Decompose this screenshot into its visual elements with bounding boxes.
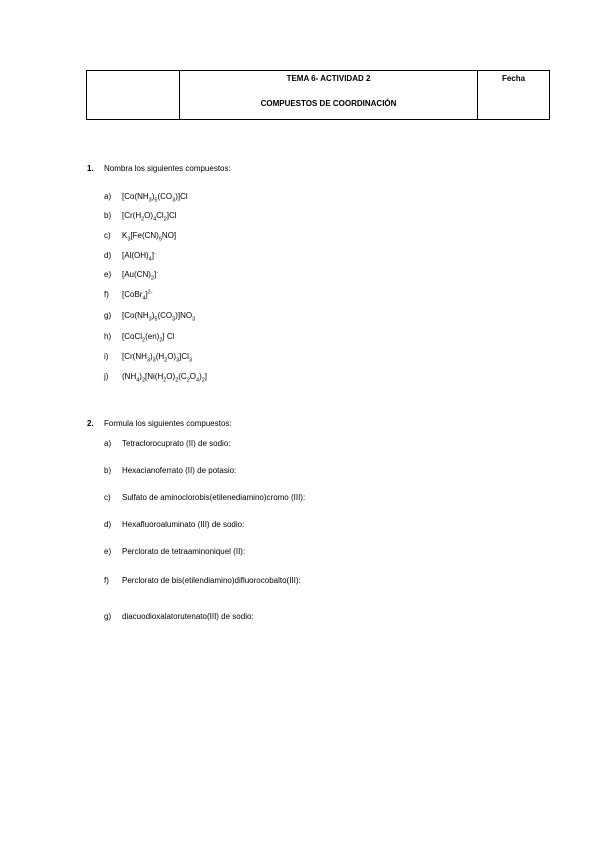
s2-item-g-label: g) bbox=[104, 612, 112, 621]
s1-item-h-formula: $[CoCl_2(en)_2]$ Cl bbox=[122, 332, 175, 344]
s1-item-c-label: c) bbox=[104, 231, 111, 240]
header-title-cell bbox=[180, 71, 478, 120]
s2-item-f-label: f) bbox=[104, 576, 109, 585]
header-date-label: Fecha bbox=[501, 74, 526, 83]
s1-item-b-label: b) bbox=[104, 211, 112, 220]
s2-item-f-text: Perclorato de bis(etilendiamino)difluorocobalto(III): bbox=[122, 576, 301, 585]
s1-item-b-formula: $[Cr(H_2O)_4Cl_2]Cl$ bbox=[122, 211, 177, 223]
s1-item-e-label: e) bbox=[104, 270, 112, 279]
s1-item-f-formula: [CoBr$_4$]$^{2-}$ bbox=[122, 289, 153, 302]
header-table bbox=[86, 70, 550, 120]
s1-item-h-label: h) bbox=[104, 332, 112, 341]
s1-item-c-formula: $K_3[Fe(CN)_5NO]$ bbox=[122, 231, 177, 243]
s1-item-a-formula: $[Co(NH_3)_5(CO_3)]Cl$ bbox=[122, 192, 188, 204]
s2-item-d-text: Hexafluoroaluminato (III) de sodio: bbox=[122, 520, 245, 529]
section2-number: 2. bbox=[87, 419, 94, 428]
s1-item-i-formula: $[Cr(NH_3)_3(H_2O)_3]Cl_3$ bbox=[122, 352, 192, 364]
s2-item-e-label: e) bbox=[104, 547, 112, 556]
s2-item-c-label: c) bbox=[104, 493, 111, 502]
s2-item-a-label: a) bbox=[104, 439, 112, 448]
header-title: TEMA 6- ACTIVIDAD 2 bbox=[286, 74, 371, 83]
s1-item-a-label: a) bbox=[104, 192, 112, 201]
s1-item-d-formula: $[Al(OH)_4]^-$ bbox=[122, 250, 156, 263]
s2-item-d-label: d) bbox=[104, 520, 112, 529]
s2-item-b-label: b) bbox=[104, 466, 112, 475]
s1-item-d-label: d) bbox=[104, 251, 112, 260]
s1-item-j-label: j) bbox=[104, 372, 109, 381]
s1-item-i-label: i) bbox=[104, 352, 109, 361]
header-date-cell bbox=[478, 71, 550, 120]
section1-instruction: Nombra los siguientes compuestos: bbox=[104, 164, 231, 173]
s2-item-c-text: Sulfato de aminoclorobis(etilenediamino)cromo (III): bbox=[122, 493, 306, 502]
s2-item-a-text: Tetraclorocuprato (II) de sodio: bbox=[122, 439, 231, 448]
s2-item-b-text: Hexacianoferrato (II) de potasio: bbox=[122, 466, 237, 475]
s1-item-g-label: g) bbox=[104, 311, 112, 320]
s2-item-e-text: Perclorato de tetraaminoniquel (II): bbox=[122, 547, 246, 556]
header-blank-cell bbox=[87, 71, 180, 120]
s1-item-g-formula: $[Co(NH_3)_5(CO_3)]NO_3$ bbox=[122, 311, 196, 323]
s1-item-j-formula: $(NH_4)_2[Ni(H_2O)_2(C_2O_4)_2]$ bbox=[122, 372, 208, 384]
header-subtitle: COMPUESTOS DE COORDINACIÓN bbox=[260, 99, 397, 108]
s1-item-e-formula: $[Au(CN)_2]^-$ bbox=[122, 269, 159, 282]
s2-item-g-text: diacuodioxalatorutenato(III) de sodio: bbox=[122, 612, 254, 621]
section1-number: 1. bbox=[87, 164, 94, 173]
s1-item-f-label: f) bbox=[104, 290, 109, 299]
section2-instruction: Formula los siguientes compuestos: bbox=[104, 419, 232, 428]
